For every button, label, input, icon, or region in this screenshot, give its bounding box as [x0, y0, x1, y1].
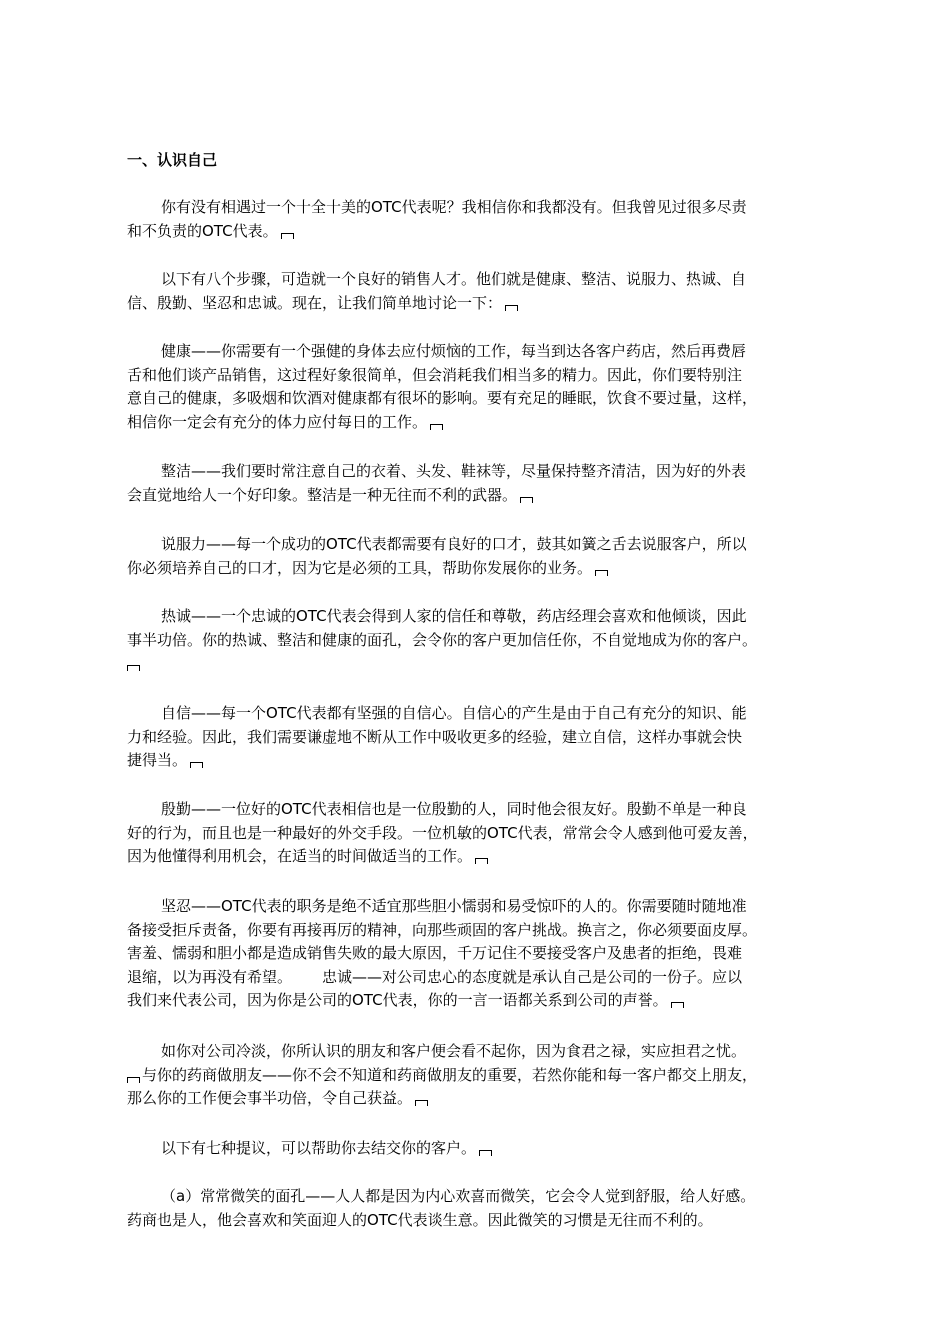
text-line: 相信你一定会有充分的体力应付每日的工作。: [127, 412, 428, 431]
paragraph-eight-steps: [127, 268, 832, 315]
paragraph-tip-a: [127, 1185, 832, 1232]
text-line: 意自己的健康，多吸烟和饮酒对健康都有很坏的影响。要有充足的睡眠，饮食不要过量，这样，: [127, 389, 758, 408]
text-line: 捷得当。: [127, 751, 188, 770]
text-line: 殷勤——一位好的OTC代表相信也是一位殷勤的人，同时他会很友好。殷勤不单是一种良: [161, 800, 747, 818]
text-line: 会直觉地给人一个好印象。整洁是一种无往而不利的武器。: [127, 485, 518, 504]
text-line: 那么你的工作便会事半功倍，令自己获益。: [127, 1089, 413, 1108]
text-line: 与你的药商做朋友——你不会不知道和药商做朋友的重要，若然你能和每一客户都交上朋友，: [142, 1065, 758, 1084]
paragraph-mark-icon: [671, 1002, 684, 1008]
text-line: 你必须培养自己的口才，因为它是必须的工具，帮助你发展你的业务。: [127, 558, 593, 577]
paragraph-mark-icon: [595, 570, 608, 576]
paragraph-intro: [127, 196, 832, 243]
paragraph-mark-icon: [430, 424, 443, 430]
text-line: 力和经验。因此，我们需要谦虚地不断从工作中吸收更多的经验，建立自信，这样办事就会快: [127, 727, 743, 746]
paragraph-mark-icon: [127, 1077, 140, 1083]
text-line: 说服力——每一个成功的OTC代表都需要有良好的口才，鼓其如簧之舌去说服客户，所以: [161, 535, 747, 553]
paragraph-courtesy: [127, 798, 832, 869]
text-line: 健康——你需要有一个强健的身体去应付烦恼的工作，每当到达各客户药店，然后再费唇: [161, 342, 747, 360]
paragraph-loyalty: [127, 1040, 832, 1111]
text-line: 害羞、懦弱和胆小都是造成销售失败的最大原因，千万记住不要接受客户及患者的拒绝，畏难: [127, 944, 743, 963]
text-line: 事半功倍。你的热诚、整洁和健康的面孔，会令你的客户更加信任你，不自觉地成为你的客户。: [127, 630, 758, 649]
text-line: 整洁——我们要时常注意自己的衣着、头发、鞋袜等，尽量保持整齐清洁，因为好的外表: [161, 462, 747, 480]
text-line: 热诚——一个忠诚的OTC代表会得到人家的信任和尊敬，药店经理会喜欢和他倾谈，因此: [161, 607, 747, 625]
paragraph-neatness: [127, 460, 832, 507]
text-line: 备接受拒斥责备，你要有再接再厉的精神，向那些顽固的客户挑战。换言之，你必须要面皮厚。: [127, 920, 758, 939]
text-line: 和不负责的OTC代表。: [127, 221, 278, 240]
text-line: 我们来代表公司，因为你是公司的OTC代表，你的一言一语都关系到公司的声誉。: [127, 991, 668, 1010]
text-line: 退缩，以为再没有希望。: [127, 967, 293, 986]
paragraph-mark-icon: [127, 665, 140, 671]
text-line: 坚忍——OTC代表的职务是绝不适宜那些胆小懦弱和易受惊吓的人的。你需要随时随地准: [161, 897, 747, 915]
text-line: 药商也是人，他会喜欢和笑面迎人的OTC代表谈生意。因此微笑的习惯是无往而不利的。: [127, 1210, 713, 1229]
paragraph-mark-icon: [281, 233, 294, 239]
text-line: 信、殷勤、坚忍和忠诚。现在，让我们简单地讨论一下：: [127, 293, 503, 312]
text-line: 自信——每一个OTC代表都有坚强的自信心。自信心的产生是由于自己有充分的知识、能: [161, 704, 747, 722]
text-line: 舌和他们谈产品销售，这过程好象很简单，但会消耗我们相当多的精力。因此，你们要特别注: [127, 365, 743, 384]
text-line: 以下有八个步骤，可造就一个良好的销售人才。他们就是健康、整洁、说服力、热诚、自: [161, 270, 747, 288]
paragraph-enthusiasm: [127, 605, 832, 676]
text-line: 你有没有相遇过一个十全十美的OTC代表呢？我相信你和我都没有。但我曾见过很多尽责: [161, 198, 747, 216]
paragraph-mark-icon: [415, 1100, 428, 1106]
paragraph-mark-icon: [475, 858, 488, 864]
paragraph-mark-icon: [479, 1150, 492, 1156]
paragraph-perseverance: [127, 895, 832, 1013]
text-line: 因为他懂得利用机会，在适当的时间做适当的工作。: [127, 847, 473, 866]
paragraph-confidence: [127, 702, 832, 773]
text-line: 以下有七种提议，可以帮助你去结交你的客户。: [161, 1139, 477, 1157]
paragraph-mark-icon: [520, 497, 533, 503]
paragraph-persuasion: [127, 533, 832, 580]
section-heading: 一、认识自己: [127, 151, 218, 169]
paragraph-seven-tips: [127, 1137, 832, 1161]
paragraph-mark-icon: [190, 762, 203, 768]
text-line: 如你对公司冷淡，你所认识的朋友和客户便会看不起你，因为食君之禄，实应担君之忧。: [161, 1042, 747, 1060]
text-line: （a）常常微笑的面孔——人人都是因为内心欢喜而微笑，它会令人觉到舒服，给人好感。: [161, 1187, 756, 1205]
text-line: 忠诚——对公司忠心的态度就是承认自己是公司的一份子。应以: [322, 967, 743, 986]
paragraph-mark-icon: [505, 305, 518, 311]
paragraph-health: [127, 340, 832, 434]
text-line: 好的行为，而且也是一种最好的外交手段。一位机敏的OTC代表，常常会令人感到他可爱友善，: [127, 823, 758, 842]
